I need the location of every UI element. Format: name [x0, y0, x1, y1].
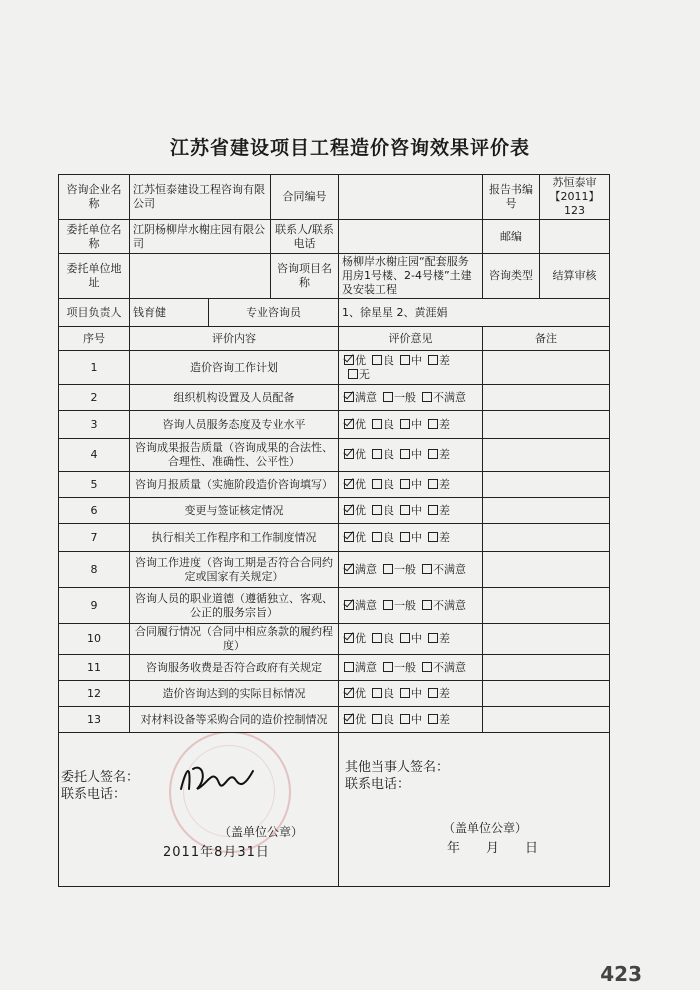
evaluation-remark — [483, 552, 610, 588]
report-no: 苏恒泰审【2011】123 — [540, 175, 610, 220]
header-row-1 — [59, 175, 610, 220]
other-party-phone-label: 联系电话： — [345, 777, 411, 792]
handwritten-signature — [177, 759, 257, 799]
checkbox[interactable] — [422, 392, 432, 402]
option-label: 满意 — [355, 562, 377, 576]
evaluation-row — [59, 411, 610, 439]
checkbox[interactable] — [400, 633, 410, 643]
label-client: 委托单位名称 — [59, 220, 130, 254]
project-name: 杨柳岸水榭庄园“配套服务用房1号楼、2-4号楼”土建及安装工程 — [339, 254, 483, 299]
option-label: 中 — [411, 686, 422, 700]
checkbox[interactable] — [383, 564, 393, 574]
evaluation-content: 咨询服务收费是否符合政府有关规定 — [130, 655, 339, 681]
checkbox-checked[interactable] — [344, 505, 354, 515]
evaluation-remark — [483, 707, 610, 733]
option-label: 一般 — [394, 390, 416, 404]
other-party-date: 年 月 日 — [447, 841, 539, 856]
checkbox[interactable] — [400, 532, 410, 542]
address-value — [130, 254, 271, 299]
option-label: 良 — [383, 503, 394, 517]
checkbox-checked[interactable] — [344, 688, 354, 698]
row-number: 3 — [59, 411, 130, 439]
type-value: 结算审核 — [540, 254, 610, 299]
evaluation-opinion — [339, 385, 483, 411]
evaluation-opinion — [339, 655, 483, 681]
checkbox-checked[interactable] — [344, 355, 354, 365]
evaluation-content: 造价咨询工作计划 — [130, 351, 339, 385]
checkbox[interactable] — [400, 479, 410, 489]
checkbox-checked[interactable] — [344, 449, 354, 459]
option-label: 一般 — [394, 660, 416, 674]
option-label: 优 — [355, 417, 366, 431]
label-staff: 专业咨询员 — [209, 299, 339, 327]
checkbox-checked[interactable] — [344, 714, 354, 724]
checkbox-checked[interactable] — [344, 419, 354, 429]
evaluation-remark — [483, 681, 610, 707]
option-label: 差 — [439, 417, 450, 431]
evaluation-opinion — [339, 588, 483, 624]
evaluation-content: 组织机构设置及人员配备 — [130, 385, 339, 411]
evaluation-content: 对材料设备等采购合同的造价控制情况 — [130, 707, 339, 733]
checkbox[interactable] — [372, 449, 382, 459]
form-title: 江苏省建设项目工程造价咨询效果评价表 — [169, 137, 530, 159]
option-label: 良 — [383, 632, 394, 645]
label-leader: 项目负责人 — [59, 299, 130, 327]
option-label: 良 — [383, 477, 394, 491]
evaluation-row — [59, 655, 610, 681]
option-label: 良 — [383, 353, 394, 367]
company-name: 江苏恒泰建设工程咨询有限公司 — [130, 175, 271, 220]
option-label: 优 — [355, 353, 366, 367]
option-label: 中 — [411, 477, 422, 491]
header-row-3 — [59, 254, 610, 299]
option-label: 良 — [383, 686, 394, 700]
evaluation-content: 变更与签证核定情况 — [130, 498, 339, 524]
evaluation-row — [59, 707, 610, 733]
evaluation-content: 咨询成果报告质量（咨询成果的合法性、合理性、准确性、公平性） — [130, 439, 339, 472]
evaluation-opinion — [339, 411, 483, 439]
evaluation-content: 执行相关工作程序和工作制度情况 — [130, 524, 339, 552]
checkbox[interactable] — [428, 714, 438, 724]
option-label: 良 — [383, 448, 394, 461]
evaluation-remark — [483, 472, 610, 498]
option-label: 不满意 — [433, 390, 466, 404]
evaluation-row — [59, 385, 610, 411]
evaluation-opinion — [339, 472, 483, 498]
checkbox[interactable] — [400, 419, 410, 429]
evaluation-content: 咨询人员服务态度及专业水平 — [130, 411, 339, 439]
row-number: 2 — [59, 385, 130, 411]
checkbox[interactable] — [383, 662, 393, 672]
evaluation-remark — [483, 411, 610, 439]
evaluation-row — [59, 624, 610, 655]
evaluation-opinion — [339, 439, 483, 472]
staff-names: 1、徐星星 2、黄涯娟 — [339, 299, 610, 327]
page-number: 423 — [600, 962, 642, 986]
checkbox-checked[interactable] — [344, 532, 354, 542]
row-number: 6 — [59, 498, 130, 524]
checkbox-checked[interactable] — [344, 392, 354, 402]
other-party-sign-label: 其他当事人签名： — [345, 760, 450, 775]
option-label: 中 — [411, 503, 422, 517]
option-label: 差 — [439, 712, 450, 726]
checkbox[interactable] — [428, 449, 438, 459]
row-number: 9 — [59, 588, 130, 624]
checkbox[interactable] — [383, 600, 393, 610]
checkbox-checked[interactable] — [344, 564, 354, 574]
option-label: 无 — [359, 367, 370, 381]
header-row-2 — [59, 220, 610, 254]
checkbox[interactable] — [422, 662, 432, 672]
evaluation-content: 合同履行情况（合同中相应条款的履约程度） — [130, 624, 339, 655]
checkbox[interactable] — [428, 633, 438, 643]
evaluation-row — [59, 498, 610, 524]
evaluation-remark — [483, 439, 610, 472]
option-label: 优 — [355, 448, 366, 461]
option-label: 优 — [355, 530, 366, 544]
option-label: 优 — [355, 686, 366, 700]
option-label: 满意 — [355, 598, 377, 612]
checkbox[interactable] — [372, 532, 382, 542]
client-date: 2011年8月31日 — [163, 845, 270, 860]
checkbox[interactable] — [428, 479, 438, 489]
checkbox[interactable] — [400, 505, 410, 515]
row-number: 8 — [59, 552, 130, 588]
evaluation-content: 咨询人员的职业道德（遵循独立、客观、公正的服务宗旨） — [130, 588, 339, 624]
checkbox-checked[interactable] — [344, 600, 354, 610]
checkbox[interactable] — [400, 688, 410, 698]
evaluation-row — [59, 681, 610, 707]
row-number: 7 — [59, 524, 130, 552]
signature-row — [59, 733, 610, 887]
option-label: 不满意 — [433, 562, 466, 576]
checkbox-checked[interactable] — [344, 479, 354, 489]
option-label: 不满意 — [433, 660, 466, 674]
option-label: 差 — [439, 448, 450, 461]
col-remark: 备注 — [483, 327, 610, 351]
evaluation-opinion — [339, 624, 483, 655]
evaluation-table — [58, 174, 610, 887]
evaluation-opinion — [339, 498, 483, 524]
option-label: 差 — [439, 530, 450, 544]
header-row-4 — [59, 299, 610, 327]
checkbox[interactable] — [383, 392, 393, 402]
checkbox[interactable] — [372, 505, 382, 515]
signature-right — [339, 733, 610, 887]
option-label: 差 — [439, 503, 450, 517]
evaluation-remark — [483, 524, 610, 552]
evaluation-row — [59, 552, 610, 588]
option-label: 不满意 — [433, 598, 466, 612]
evaluation-opinion — [339, 524, 483, 552]
evaluation-row — [59, 439, 610, 472]
option-label: 一般 — [394, 598, 416, 612]
evaluation-row — [59, 524, 610, 552]
option-label: 差 — [439, 686, 450, 700]
checkbox[interactable] — [428, 419, 438, 429]
option-label: 优 — [355, 712, 366, 726]
col-opinion: 评价意见 — [339, 327, 483, 351]
row-number: 10 — [59, 624, 130, 655]
checkbox[interactable] — [372, 633, 382, 643]
option-label: 中 — [411, 448, 422, 461]
option-label: 差 — [439, 353, 450, 367]
column-header-row — [59, 327, 610, 351]
row-number: 4 — [59, 439, 130, 472]
option-label: 中 — [411, 353, 422, 367]
label-company: 咨询企业名称 — [59, 175, 130, 220]
evaluation-content: 咨询工作进度（咨询工期是否符合合同约定或国家有关规定） — [130, 552, 339, 588]
option-label: 良 — [383, 712, 394, 726]
row-number: 12 — [59, 681, 130, 707]
contact-value — [339, 220, 483, 254]
label-contact: 联系人/联系电话 — [271, 220, 339, 254]
label-project: 咨询项目名称 — [271, 254, 339, 299]
checkbox[interactable] — [344, 662, 354, 672]
evaluation-opinion — [339, 707, 483, 733]
checkbox[interactable] — [400, 355, 410, 365]
option-label: 中 — [411, 417, 422, 431]
items-body — [59, 351, 610, 733]
checkbox[interactable] — [372, 355, 382, 365]
checkbox[interactable] — [400, 714, 410, 724]
client-sign-label: 委托人签名： — [61, 770, 140, 785]
row-number: 5 — [59, 472, 130, 498]
checkbox[interactable] — [400, 449, 410, 459]
row-number: 11 — [59, 655, 130, 681]
option-label: 优 — [355, 477, 366, 491]
contract-no — [339, 175, 483, 220]
option-label: 良 — [383, 530, 394, 544]
postcode-value — [540, 220, 610, 254]
other-party-seal-label: （盖单位公章） — [443, 821, 528, 835]
checkbox-checked[interactable] — [344, 633, 354, 643]
evaluation-row — [59, 588, 610, 624]
option-label: 差 — [439, 477, 450, 491]
option-label: 满意 — [355, 390, 377, 404]
option-label: 中 — [411, 712, 422, 726]
evaluation-content: 咨询月报质量（实施阶段造价咨询填写） — [130, 472, 339, 498]
row-number: 1 — [59, 351, 130, 385]
checkbox[interactable] — [348, 369, 358, 379]
client-phone-label: 联系电话： — [61, 787, 127, 802]
evaluation-opinion — [339, 552, 483, 588]
option-label: 优 — [355, 632, 366, 645]
option-label: 优 — [355, 503, 366, 517]
evaluation-remark — [483, 655, 610, 681]
client-seal-label: （盖单位公章） — [219, 825, 304, 839]
option-label: 一般 — [394, 562, 416, 576]
signature-left — [59, 733, 339, 887]
evaluation-row — [59, 351, 610, 385]
option-label: 满意 — [355, 660, 377, 674]
label-contract: 合同编号 — [271, 175, 339, 220]
leader-name: 钱育健 — [130, 299, 209, 327]
checkbox[interactable] — [372, 479, 382, 489]
label-type: 咨询类型 — [483, 254, 540, 299]
checkbox[interactable] — [422, 564, 432, 574]
label-report: 报告书编号 — [483, 175, 540, 220]
evaluation-remark — [483, 588, 610, 624]
label-postcode: 邮编 — [483, 220, 540, 254]
col-no: 序号 — [59, 327, 130, 351]
option-label: 中 — [411, 632, 422, 645]
checkbox[interactable] — [422, 600, 432, 610]
checkbox[interactable] — [428, 532, 438, 542]
row-number: 13 — [59, 707, 130, 733]
evaluation-opinion — [339, 681, 483, 707]
evaluation-remark — [483, 385, 610, 411]
evaluation-remark — [483, 624, 610, 655]
checkbox[interactable] — [372, 688, 382, 698]
option-label: 中 — [411, 530, 422, 544]
checkbox[interactable] — [372, 714, 382, 724]
evaluation-opinion — [339, 351, 483, 385]
label-address: 委托单位地址 — [59, 254, 130, 299]
evaluation-content: 造价咨询达到的实际目标情况 — [130, 681, 339, 707]
evaluation-remark — [483, 498, 610, 524]
checkbox[interactable] — [428, 355, 438, 365]
checkbox[interactable] — [372, 419, 382, 429]
option-label: 差 — [439, 632, 450, 645]
client-name: 江阴杨柳岸水榭庄园有限公司 — [130, 220, 271, 254]
checkbox[interactable] — [428, 688, 438, 698]
col-content: 评价内容 — [130, 327, 339, 351]
evaluation-remark — [483, 351, 610, 385]
option-label: 良 — [383, 417, 394, 431]
evaluation-row — [59, 472, 610, 498]
checkbox[interactable] — [428, 505, 438, 515]
